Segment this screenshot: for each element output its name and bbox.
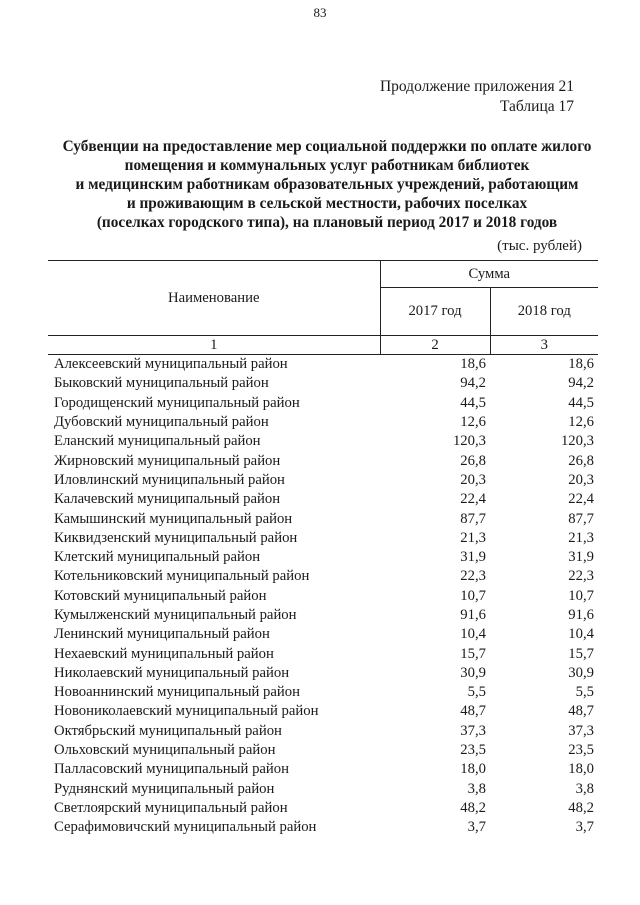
value-2018: 87,7 [568, 510, 594, 527]
value-2018: 44,5 [568, 394, 594, 411]
district-name: Ольховский муниципальный район [54, 742, 276, 759]
table-row [48, 413, 598, 432]
district-name: Новоаннинский муниципальный район [54, 684, 300, 701]
value-2017: 20,3 [460, 471, 486, 488]
value-2017: 21,3 [460, 529, 486, 546]
value-2018: 3,7 [575, 819, 594, 836]
value-2017: 31,9 [460, 549, 486, 566]
table-row [48, 664, 598, 683]
district-name: Николаевский муниципальный район [54, 664, 290, 681]
value-2017: 15,7 [460, 645, 486, 662]
table-row [48, 587, 598, 606]
value-2018: 48,7 [568, 703, 594, 720]
district-name: Палласовский муниципальный район [54, 761, 289, 778]
district-name: Нехаевский муниципальный район [54, 645, 274, 662]
column-header-sum: Сумма [380, 261, 598, 288]
value-2018: 5,5 [575, 684, 594, 701]
value-2018: 18,6 [568, 356, 594, 373]
value-2018: 12,6 [568, 414, 594, 431]
district-name: Ленинский муниципальный район [54, 626, 270, 643]
table-row [48, 741, 598, 760]
table-row [48, 760, 598, 779]
column-number: 1 [48, 336, 380, 355]
column-header-2017: 2017 год [380, 288, 490, 336]
value-2017: 37,3 [460, 722, 486, 739]
district-name: Руднянский муниципальный район [54, 780, 275, 797]
column-header-name: Наименование [48, 261, 380, 336]
table-row [48, 567, 598, 586]
value-2017: 22,3 [460, 568, 486, 585]
value-2018: 30,9 [568, 664, 594, 681]
district-name: Калачевский муниципальный район [54, 491, 281, 508]
district-name: Кумылженский муниципальный район [54, 607, 297, 623]
district-name: Иловлинский муниципальный район [54, 471, 285, 488]
table-row [48, 780, 598, 799]
value-2017: 3,7 [467, 819, 486, 836]
value-2017: 87,7 [460, 510, 486, 527]
value-2017: 10,4 [460, 626, 486, 643]
table-row [48, 799, 598, 818]
value-2018: 48,2 [568, 799, 594, 816]
district-name: Клетский муниципальный район [54, 549, 261, 566]
district-name: Котельниковский муниципальный район [54, 568, 310, 585]
value-2018: 18,0 [568, 761, 594, 778]
district-name: Быковский муниципальный район [54, 375, 269, 392]
title-line: и проживающим в сельской местности, рабочих поселках [126, 195, 528, 212]
value-2018: 20,3 [568, 471, 594, 488]
value-2017: 44,5 [460, 394, 486, 411]
district-name: Дубовский муниципальный район [54, 414, 269, 431]
title-line: и медицинским работникам образовательных учреждений, работающим [75, 176, 579, 193]
value-2018: 94,2 [568, 375, 594, 392]
district-name: Еланский муниципальный район [54, 433, 261, 450]
value-2017: 30,9 [460, 664, 486, 681]
district-name: Новониколаевский муниципальный район [54, 703, 319, 720]
district-name: Жирновский муниципальный район [54, 452, 281, 469]
table-row [48, 683, 598, 702]
table-row [48, 702, 598, 721]
table-row [48, 818, 598, 837]
value-2017: 48,2 [460, 799, 486, 816]
appendix-label: Продолжение приложения 21 [379, 78, 574, 95]
value-2017: 3,8 [467, 780, 486, 797]
value-2018: 22,3 [568, 568, 594, 585]
value-2018: 22,4 [568, 491, 594, 508]
district-name: Котовский муниципальный район [54, 587, 267, 604]
district-name: Городищенский муниципальный район [54, 394, 300, 411]
column-number: 3 [490, 336, 598, 355]
table-row [48, 644, 598, 663]
district-name: Серафимовичский муниципальный район [54, 819, 317, 836]
value-2018: 120,3 [560, 433, 594, 450]
value-2017: 48,7 [460, 703, 486, 720]
unit-label: (тыс. рублей) [497, 238, 582, 254]
page-number: 83 [313, 5, 327, 20]
district-name: Алексеевский муниципальный район [54, 356, 288, 373]
table-number: Таблица 17 [499, 98, 574, 115]
table-row [48, 471, 598, 490]
table-row [48, 722, 598, 741]
table-row [48, 606, 598, 625]
table-row [48, 451, 598, 470]
value-2018: 26,8 [568, 452, 594, 469]
table-row [48, 355, 598, 375]
title-line: помещения и коммунальных услуг работникам библиотек [124, 157, 530, 174]
title-line: (поселках городского типа), на плановый период 2017 и 2018 годов [96, 214, 558, 231]
table-row [48, 490, 598, 509]
value-2017: 18,6 [460, 356, 486, 373]
table-row [48, 374, 598, 393]
table-row [48, 548, 598, 567]
value-2017: 10,7 [460, 587, 486, 604]
table-row [48, 625, 598, 644]
value-2017: 18,0 [460, 761, 486, 778]
table-row [48, 509, 598, 528]
value-2017: 5,5 [467, 684, 486, 701]
district-name: Светлоярский муниципальный район [54, 799, 288, 816]
title-line: Субвенции на предоставление мер социальной поддержки по оплате жилого [62, 138, 592, 155]
table-row [48, 394, 598, 413]
table-row [48, 432, 598, 451]
value-2018: 10,4 [568, 626, 594, 643]
value-2018: 3,8 [575, 780, 594, 797]
value-2017: 120,3 [452, 433, 486, 450]
value-2018: 10,7 [568, 587, 594, 604]
value-2017: 94,2 [460, 375, 486, 392]
value-2017: 22,4 [460, 491, 486, 508]
table-body [48, 355, 598, 838]
value-2018: 21,3 [568, 529, 594, 546]
district-name: Камышинский муниципальный район [54, 510, 293, 527]
appendix-reference [380, 77, 574, 117]
column-number: 2 [380, 336, 490, 355]
value-2017: 12,6 [460, 414, 486, 431]
district-name: Октябрьский муниципальный район [54, 722, 282, 739]
column-header-2018: 2018 год [490, 288, 598, 336]
subsidy-table [48, 260, 598, 837]
value-2017: 91,6 [460, 607, 486, 623]
value-2018: 23,5 [568, 742, 594, 759]
value-2018: 91,6 [568, 607, 594, 623]
value-2018: 15,7 [568, 645, 594, 662]
district-name: Киквидзенский муниципальный район [54, 529, 298, 546]
value-2017: 23,5 [460, 742, 486, 759]
value-2018: 31,9 [568, 549, 594, 566]
document-title [40, 137, 614, 232]
table-row [48, 529, 598, 548]
value-2017: 26,8 [460, 452, 486, 469]
value-2018: 37,3 [568, 722, 594, 739]
